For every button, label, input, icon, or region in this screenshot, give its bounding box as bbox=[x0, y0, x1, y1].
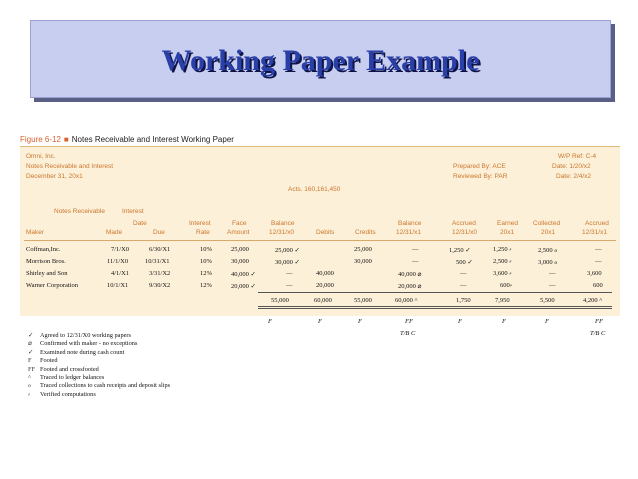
row-collected: 3,000 ℴ bbox=[538, 259, 558, 266]
reviewed-date: Date: 2/4/x2 bbox=[556, 173, 592, 180]
row-credits: 25,000 bbox=[354, 246, 372, 253]
footed-mark-icon: F bbox=[28, 357, 32, 365]
slide-title: Working Paper Example bbox=[161, 44, 480, 77]
row-maker: Shirley and Son bbox=[26, 270, 68, 277]
row-accrued0: 500 ✓ bbox=[456, 259, 473, 266]
col-collected-year: 20x1 bbox=[541, 229, 556, 236]
col-collected: Collected bbox=[533, 220, 561, 227]
col-debits: Debits bbox=[316, 229, 335, 236]
trial-balance-mark: T/B C bbox=[400, 330, 416, 337]
total-accrued1: 4,200 ^ bbox=[583, 297, 603, 304]
totals-rule bbox=[258, 292, 612, 293]
total-accrued0: 1,750 bbox=[456, 297, 471, 304]
group-heading-nr: Notes Receivable bbox=[54, 208, 105, 215]
col-rate: Rate bbox=[196, 229, 210, 236]
total-earned: 7,950 bbox=[495, 297, 510, 304]
row-due: 9/30/X2 bbox=[149, 282, 171, 289]
row-maker: Warner Corporation bbox=[26, 282, 78, 289]
col-face: Face bbox=[232, 220, 247, 227]
prepared-by: Prepared By: ACE bbox=[453, 163, 506, 170]
col-accrued: Accrued bbox=[452, 220, 476, 227]
slide-title-box bbox=[30, 20, 611, 98]
reviewed-by: Reviewed By: PAR bbox=[453, 173, 508, 180]
row-maker: Coffman,Inc. bbox=[26, 246, 61, 253]
row-accrued0: — bbox=[460, 282, 467, 289]
row-collected: — bbox=[549, 270, 556, 277]
col-balance2: Balance bbox=[398, 220, 422, 227]
foot-mark: F bbox=[358, 318, 362, 325]
group-heading-interest: Interest bbox=[122, 208, 144, 215]
row-rate: 10% bbox=[200, 258, 212, 265]
row-credits: 30,000 bbox=[354, 258, 372, 265]
prepared-date: Date: 1/20/x2 bbox=[552, 163, 591, 170]
row-earned: 1,250 ⸗ bbox=[493, 246, 512, 253]
row-due: 6/30/X1 bbox=[149, 246, 171, 253]
row-balance0: 30,000 ✓ bbox=[275, 259, 300, 266]
checkmark-icon: ✓ bbox=[28, 332, 34, 339]
col-credits: Credits bbox=[355, 229, 376, 236]
crossfooted-mark-icon: FF bbox=[28, 365, 36, 373]
row-balance1: 40,000 ⌀ bbox=[398, 271, 422, 278]
paper-subject: Notes Receivable and Interest bbox=[26, 163, 114, 170]
accounts-ref: Acts. 160,161,450 bbox=[288, 186, 341, 193]
wp-ref: W/P Ref: C-4 bbox=[558, 153, 597, 160]
row-collected: — bbox=[549, 282, 556, 289]
foot-mark: FF bbox=[595, 318, 603, 325]
col-amount: Amount bbox=[227, 229, 250, 236]
col-balance-date: 12/31/x0 bbox=[269, 229, 294, 236]
total-balance1: 60,000 ^ bbox=[395, 297, 418, 304]
double-rule-top bbox=[258, 306, 612, 307]
row-earned: 600⸗ bbox=[500, 282, 512, 289]
figure-number: Figure 6-12 bbox=[20, 135, 61, 144]
row-earned: 3,600 ⸗ bbox=[493, 270, 512, 277]
row-face: 30,000 bbox=[231, 258, 249, 265]
total-collected: 5,500 bbox=[540, 297, 555, 304]
row-rate: 10% bbox=[200, 246, 212, 253]
row-balance0: — bbox=[286, 270, 293, 277]
traced-mark-icon: ^ bbox=[28, 374, 31, 382]
double-rule-bottom bbox=[258, 308, 612, 309]
col-accrued2-date: 12/31/x1 bbox=[582, 229, 607, 236]
row-rate: 12% bbox=[200, 282, 212, 289]
verified-mark-icon: ⸗ bbox=[28, 390, 31, 398]
row-made: 7/1/X0 bbox=[111, 246, 130, 253]
row-balance1: 20,000 ⌀ bbox=[398, 283, 422, 290]
row-balance1: — bbox=[412, 258, 419, 265]
confirm-mark-icon: ⌀ bbox=[28, 340, 32, 348]
header-rule bbox=[24, 240, 616, 241]
row-rate: 12% bbox=[200, 270, 212, 277]
collection-mark-icon: ℴ bbox=[28, 382, 31, 390]
legend-item: F Footed bbox=[28, 357, 58, 365]
legend-item: ✓ Examined note during cash count bbox=[28, 348, 125, 356]
client-name: Omni, Inc. bbox=[26, 153, 56, 160]
foot-mark: F bbox=[502, 318, 506, 325]
legend-item: ⸗ Verified computations bbox=[28, 390, 96, 398]
square-bullet-icon: ■ bbox=[63, 135, 69, 144]
total-balance0: 55,000 bbox=[271, 297, 289, 304]
paper-date: December 31, 20x1 bbox=[26, 173, 83, 180]
row-accrued1: — bbox=[595, 258, 602, 265]
row-maker: Morrison Bros. bbox=[26, 258, 66, 265]
row-made: 11/1/X0 bbox=[107, 258, 129, 265]
row-balance0: — bbox=[286, 282, 293, 289]
row-balance1: — bbox=[412, 246, 419, 253]
col-made: Made bbox=[106, 229, 123, 236]
row-earned: 2,500 ⸗ bbox=[493, 258, 512, 265]
row-due: 10/31/X1 bbox=[145, 258, 170, 265]
row-accrued1: 3,600 bbox=[587, 270, 602, 277]
legend-item: ℴ Traced collections to cash receipts and deposit slips bbox=[28, 382, 171, 390]
col-date: Date bbox=[133, 220, 147, 227]
row-debits: 40,000 bbox=[316, 270, 334, 277]
foot-mark: F bbox=[458, 318, 462, 325]
col-due: Due bbox=[153, 229, 165, 236]
row-debits: 20,000 bbox=[316, 282, 334, 289]
total-debits: 60,000 bbox=[314, 297, 332, 304]
row-accrued1: 600 bbox=[593, 282, 603, 289]
tickmark-legend bbox=[28, 332, 170, 399]
foot-mark: F bbox=[318, 318, 322, 325]
row-balance0: 25,000 ✓ bbox=[275, 247, 300, 254]
legend-item: ^ Traced to ledger balances bbox=[28, 374, 105, 382]
trial-balance-mark: T/B C bbox=[590, 330, 606, 337]
row-face: 20,000 ✓ bbox=[231, 283, 256, 290]
figure-caption bbox=[20, 135, 234, 144]
col-balance2-date: 12/31/x1 bbox=[396, 229, 421, 236]
row-face: 40,000 ✓ bbox=[231, 271, 256, 278]
working-paper bbox=[20, 146, 620, 316]
col-balance: Balance bbox=[271, 220, 295, 227]
checkmark-icon: ✓ bbox=[28, 348, 34, 356]
col-earned: Earned bbox=[497, 220, 518, 227]
foot-mark: F bbox=[545, 318, 549, 325]
row-made: 4/1/X1 bbox=[111, 270, 130, 277]
foot-mark: F bbox=[268, 318, 272, 325]
col-earned-year: 20x1 bbox=[500, 229, 515, 236]
foot-mark: FF bbox=[405, 318, 413, 325]
row-accrued0: — bbox=[460, 270, 467, 277]
row-due: 3/31/X2 bbox=[149, 270, 171, 277]
figure-caption-text: Notes Receivable and Interest Working Paper bbox=[71, 135, 234, 144]
legend-item: ⌀ Confirmed with maker - no exceptions bbox=[28, 340, 138, 348]
row-collected: 2,500 ℴ bbox=[538, 247, 558, 254]
total-credits: 55,000 bbox=[354, 297, 372, 304]
col-accrued-date: 12/31/x0 bbox=[452, 229, 477, 236]
legend-item: ✓ Agreed to 12/31/X0 working papers bbox=[28, 332, 131, 339]
row-accrued1: — bbox=[595, 246, 602, 253]
col-interest: Interest bbox=[189, 220, 211, 227]
col-maker: Maker bbox=[26, 229, 45, 236]
row-face: 25,000 bbox=[231, 246, 249, 253]
row-accrued0: 1,250 ✓ bbox=[449, 247, 471, 254]
col-accrued2: Accrued bbox=[585, 220, 609, 227]
row-made: 10/1/X1 bbox=[107, 282, 129, 289]
legend-item: FF Footed and crossfooted bbox=[28, 365, 99, 373]
